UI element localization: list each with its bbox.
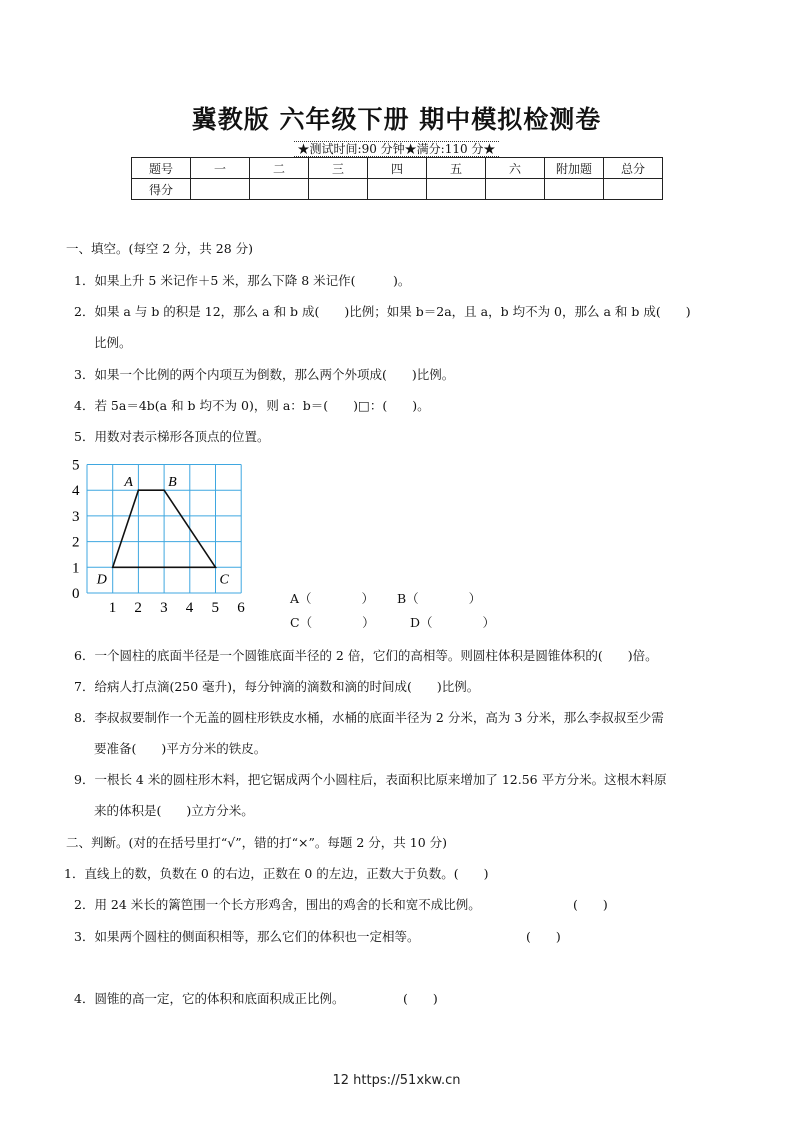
score-header-cell: 三 bbox=[309, 158, 368, 179]
exam-info bbox=[0, 140, 793, 157]
question-1-3: 3．如果一个比例的两个内项互为倒数，那么两个外项成( )比例。 bbox=[74, 367, 455, 382]
score-table-header-row bbox=[132, 158, 663, 179]
page-title: 冀教版 六年级下册 期中模拟检测卷 bbox=[191, 105, 602, 134]
score-input-cell[interactable] bbox=[250, 179, 309, 200]
score-header-cell: 六 bbox=[486, 158, 545, 179]
judge-paren-4[interactable]: ( ) bbox=[403, 991, 438, 1006]
x-tick-label: 1 bbox=[108, 600, 117, 615]
score-header-cell: 一 bbox=[191, 158, 250, 179]
question-2-4: 4．圆锥的高一定，它的体积和底面积成正比例。 bbox=[74, 991, 345, 1006]
score-header-cell: 五 bbox=[427, 158, 486, 179]
score-header-cell: 总分 bbox=[604, 158, 663, 179]
answer-b: B（ ） bbox=[397, 591, 482, 606]
answer-d: D（ ） bbox=[410, 615, 496, 630]
x-tick-label: 0 bbox=[72, 586, 80, 602]
question-1-8-cont: 要准备( )平方分米的铁皮。 bbox=[94, 741, 267, 756]
question-1-8: 8．李叔叔要制作一个无盖的圆柱形铁皮水桶，水桶的底面半径为 2 分米，高为 3 分米，那么李叔叔至少需 bbox=[74, 710, 664, 725]
vertex-label: C bbox=[219, 572, 229, 588]
y-tick-label: 2 bbox=[72, 534, 80, 551]
score-input-cell[interactable] bbox=[486, 179, 545, 200]
x-tick-label: 4 bbox=[185, 600, 194, 615]
section1-heading: 一、填空。(每空 2 分，共 28 分) bbox=[66, 241, 254, 256]
vertex-label: A bbox=[124, 475, 133, 491]
question-1-6: 6．一个圆柱的底面半径是一个圆锥底面半径的 2 倍，它们的高相等。则圆柱体积是圆锥体积的( )倍。 bbox=[74, 648, 658, 663]
score-header-cell: 四 bbox=[368, 158, 427, 179]
x-tick-label: 2 bbox=[134, 600, 142, 615]
x-tick-label: 3 bbox=[160, 600, 168, 615]
page-footer: 12 https://51xkw.cn bbox=[332, 1073, 461, 1088]
section2-heading: 二、判断。(对的在括号里打“√”，错的打“×”。每题 2 分，共 10 分) bbox=[66, 835, 448, 850]
question-1-2-cont: 比例。 bbox=[94, 335, 132, 350]
question-1-1: 1．如果上升 5 米记作＋5 米，那么下降 8 米记作( )。 bbox=[74, 273, 411, 288]
x-tick-label: 6 bbox=[237, 600, 245, 615]
answer-a: A（ ） bbox=[290, 591, 375, 606]
score-table-score-row bbox=[132, 179, 663, 200]
y-tick-label: 1 bbox=[72, 560, 80, 577]
score-input-cell[interactable] bbox=[309, 179, 368, 200]
score-input-cell[interactable] bbox=[191, 179, 250, 200]
question-1-7: 7．给病人打点滴(250 毫升)，每分钟滴的滴数和滴的时间成( )比例。 bbox=[74, 679, 480, 694]
question-1-5: 5．用数对表示梯形各顶点的位置。 bbox=[74, 429, 270, 444]
score-row-label: 得分 bbox=[132, 179, 191, 200]
question-1-4: 4．若 5a＝4b(a 和 b 均不为 0)，则 a：b＝( )□：( )。 bbox=[74, 398, 430, 413]
x-tick-label: 5 bbox=[211, 600, 219, 615]
question-2-2: 2．用 24 米长的篱笆围一个长方形鸡舍，围出的鸡舍的长和宽不成比例。 bbox=[74, 897, 481, 912]
judge-paren-2[interactable]: ( ) bbox=[573, 897, 608, 912]
answer-c: C（ ） bbox=[290, 615, 375, 630]
question-1-2: 2．如果 a 与 b 的积是 12，那么 a 和 b 成( )比例；如果 b＝2a，且 a，b 均不为 0，那么 a 和 b 成( ) bbox=[74, 304, 691, 319]
score-header-cell: 附加题 bbox=[545, 158, 604, 179]
y-tick-label: 4 bbox=[72, 483, 80, 500]
question-1-9-cont: 来的体积是( )立方分米。 bbox=[94, 803, 254, 818]
score-header-cell: 二 bbox=[250, 158, 309, 179]
score-header-cell: 题号 bbox=[132, 158, 191, 179]
score-input-cell[interactable] bbox=[604, 179, 663, 200]
score-input-cell[interactable] bbox=[427, 179, 486, 200]
score-table bbox=[131, 157, 663, 200]
vertex-label: B bbox=[168, 475, 177, 491]
y-tick-label: 5 bbox=[72, 457, 80, 474]
score-input-cell[interactable] bbox=[368, 179, 427, 200]
score-input-cell[interactable] bbox=[545, 179, 604, 200]
question-2-1: 1．直线上的数，负数在 0 的右边，正数在 0 的左边，正数大于负数。( ) bbox=[64, 866, 489, 881]
question-2-3: 3．如果两个圆柱的侧面积相等，那么它们的体积也一定相等。 bbox=[74, 929, 420, 944]
judge-paren-3[interactable]: ( ) bbox=[526, 929, 561, 944]
y-tick-label: 3 bbox=[72, 508, 80, 525]
question-1-9: 9．一根长 4 米的圆柱形木料，把它锯成两个小圆柱后，表面积比原来增加了 12.56 平方分米。这根木料原 bbox=[74, 772, 667, 787]
exam-info-text: ★测试时间:90 分钟★满分:110 分★ bbox=[294, 141, 500, 157]
vertex-label: D bbox=[96, 572, 107, 588]
coordinate-grid bbox=[60, 455, 260, 615]
